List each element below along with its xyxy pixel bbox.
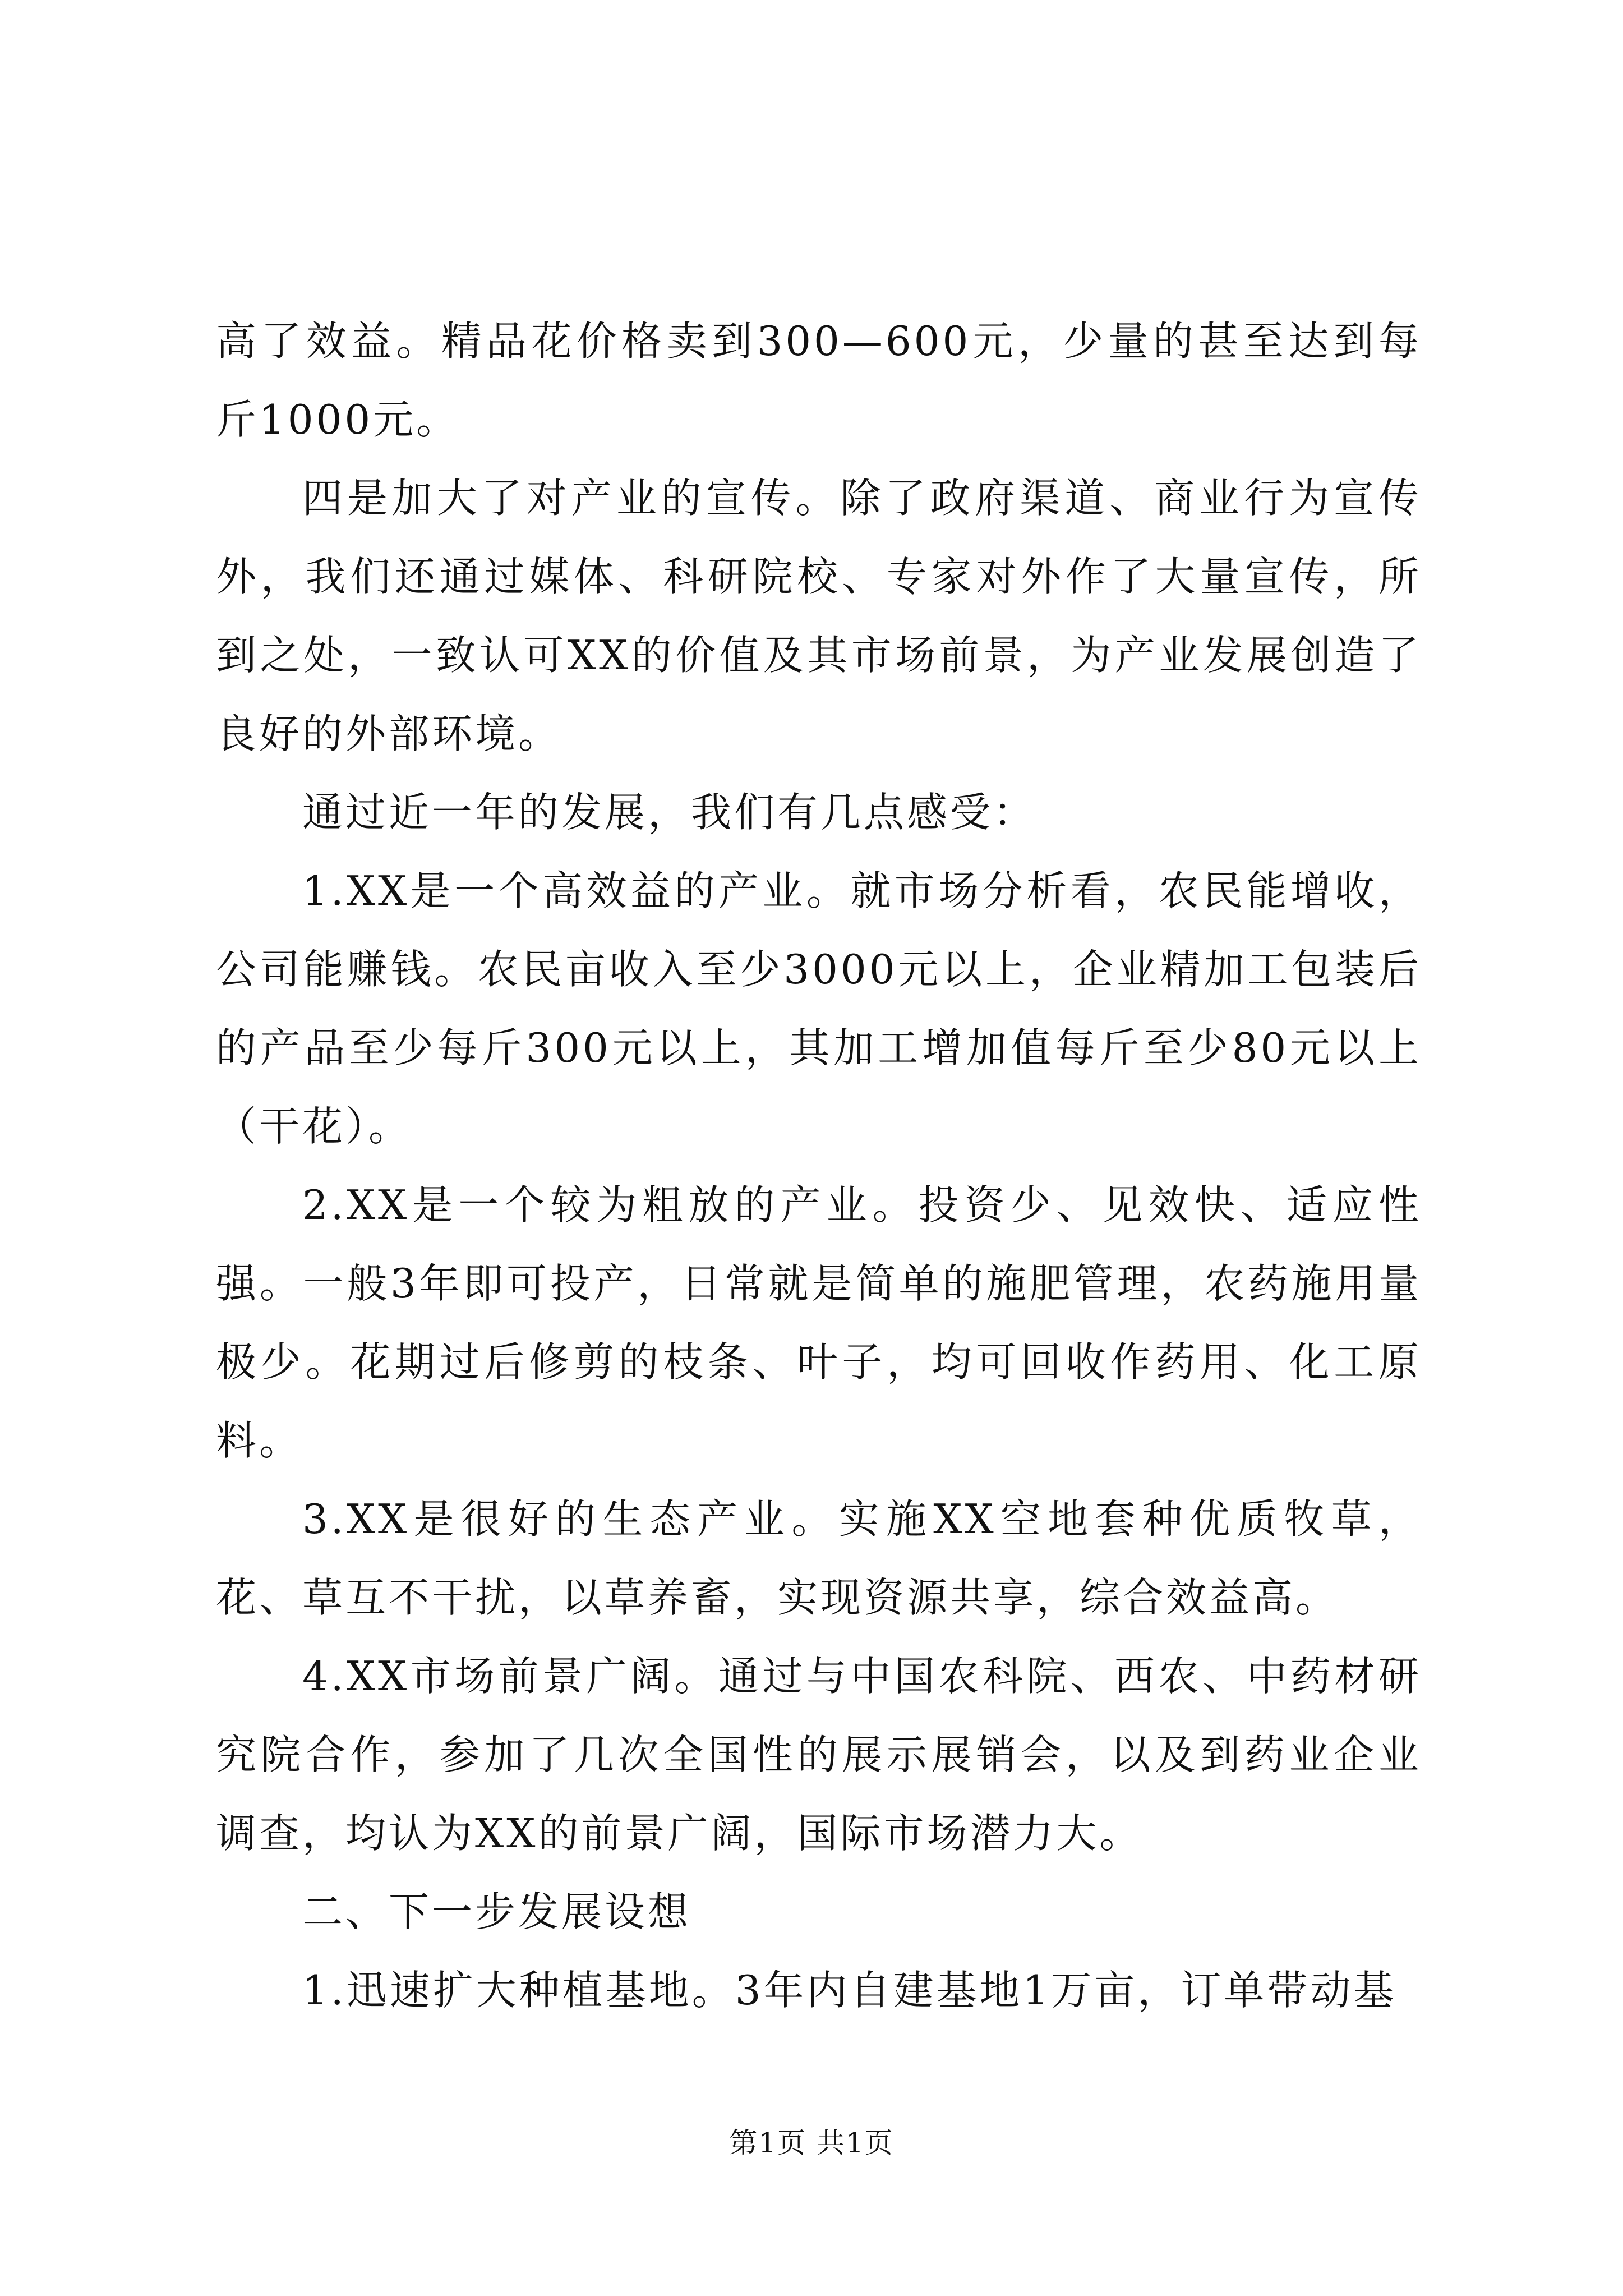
paragraph-5: 2.XX是一个较为粗放的产业。投资少、见效快、适应性强。一般3年即可投产，日常就是简单的施肥管理，农药施用量极少。花期过后修剪的枝条、叶子，均可回收作药用、化工原料。 <box>216 1181 1422 1464</box>
paragraph-9: 1.迅速扩大种植基地。3年内自建基地1万亩，订单带动基 <box>302 1967 1397 2014</box>
paragraph-7: 4.XX市场前景广阔。通过与中国农科院、西农、中药材研究院合作，参加了几次全国性的展示展销会，以及到药业企业调查，均认为XX的前景广阔，国际市场潜力大。 <box>216 1653 1422 1857</box>
paragraph-4: 1.XX是一个高效益的产业。就市场分析看，农民能增收，公司能赚钱。农民亩收入至少3000元以上，企业精加工包装后的产品至少每斤300元以上，其加工增加值每斤至少80元以上（干花）。 <box>216 867 1422 1150</box>
paragraph-6: 3.XX是很好的生态产业。实施XX空地套种优质牧草，花、草互不干扰，以草养畜，实现资源共享，综合效益高。 <box>216 1496 1422 1621</box>
paragraph-1: 高了效益。精品花价格卖到300—600元，少量的甚至达到每斤1000元。 <box>216 318 1422 443</box>
paragraph-2: 四是加大了对产业的宣传。除了政府渠道、商业行为宣传外，我们还通过媒体、科研院校、专家对外作了大量宣传，所到之处，一致认可XX的价值及其市场前景，为产业发展创造了良好的外部环境。 <box>216 475 1422 757</box>
page-footer: 第1页 共1页 <box>729 2127 894 2159</box>
paragraph-3: 通过近一年的发展，我们有几点感受： <box>302 789 1037 836</box>
section-heading: 二、下一步发展设想 <box>302 1888 691 1935</box>
document-body <box>216 302 1422 2030</box>
